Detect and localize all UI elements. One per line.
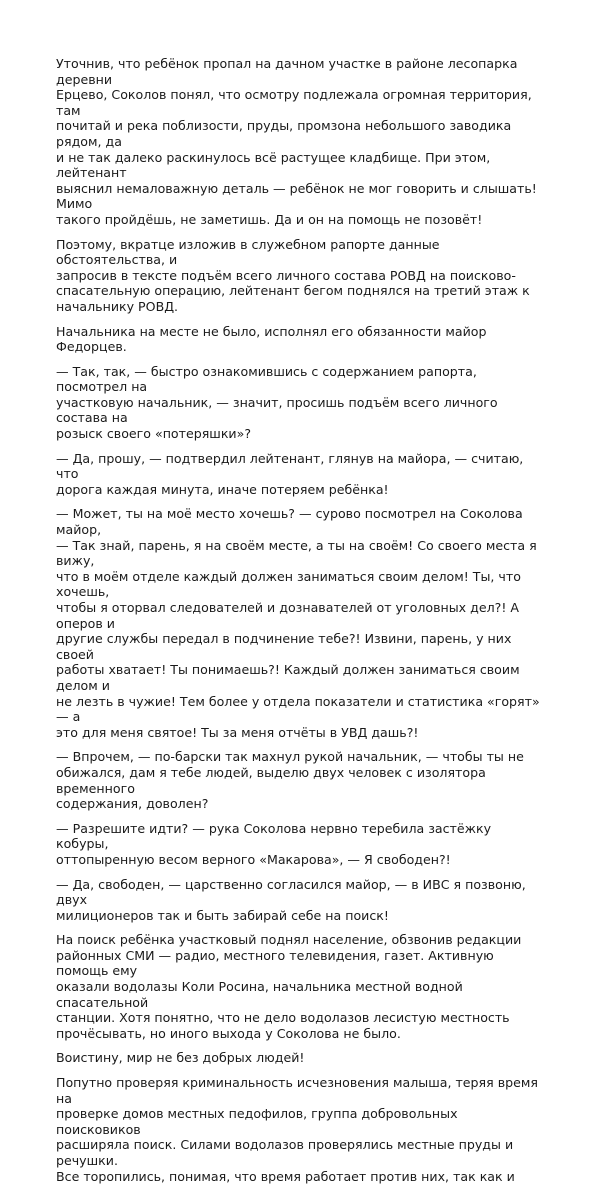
paragraph: — Да, свободен, — царственно согласился майор, — в ИВС я позвоню, двух милиционеров так и быть забирай себе на поиск! — [56, 876, 526, 923]
paragraph: Начальника на месте не было, исполнял его обязанности майор Федорцев. — [56, 323, 487, 355]
paragraph: Воистину, мир не без добрых людей! — [56, 1050, 305, 1066]
paragraph: — Впрочем, — по-барски так махнул рукой начальник, — чтобы ты не обижался, дам я тебе людей, выделю двух человек с изолятора временного содержания, доволен? — [56, 749, 524, 812]
paragraph: Попутно проверяя криминальность исчезновения малыша, теряя время на проверке домов местных педофилов, группа добровольных поисковиков расширяла поиск. Силами водолазов проверялись местные пруды и речушки. Все торопились, понимая, что время работает против них, так как и — [56, 1075, 538, 1184]
paragraph: — Так, так, — быстро ознакомившись с содержанием рапорта, посмотрел на участковую начальник, — значит, просишь подъём всего личного состава на розыск своего «потеряшки»? — [56, 363, 498, 442]
paragraph: Уточнив, что ребёнок пропал на дачном участке в районе лесопарка деревни Ерцево, Соколов понял, что осмотру подлежала огромная территория, там почитай и река поблизости, пруды, промзона небольшого заводика рядом, да и не так далеко раскинулось всё растущее кладбище. При этом, лейтенант выяснил немаловажную деталь — ребёнок не мог говорить и слышать! Мимо такого пройдёшь, не заметишь. Да и он на помощь не позовёт! — [56, 56, 537, 227]
paragraph: — Да, прошу, — подтвердил лейтенант, глянув на майора, — считаю, что дорога каждая минута, иначе потеряем ребёнка! — [56, 450, 524, 497]
paragraph: — Разрешите идти? — рука Соколова нервно теребила застёжку кобуры, оттопыренную весом верного «Макарова», — Я свободен?! — [56, 820, 492, 867]
paragraph: Поэтому, вкратце изложив в служебном рапорте данные обстоятельства, и запросив в тексте подъём всего личного состава РОВД на поисково- спасательную операцию, лейтенант бегом поднялся на третий этаж к начальнику РОВД. — [56, 236, 530, 314]
document-page — [56, 56, 546, 1193]
paragraph: На поиск ребёнка участковый поднял население, обзвонив редакции районных СМИ — радио, местного телевидения, газет. Активную помощь ему оказали водолазы Коли Росина, начальника местной водной спасательной станции. Хотя понятно, что не дело водолазов лесистую местность прочёсывать, но иного выхода у Соколова не было. — [56, 932, 522, 1041]
paragraph: — Может, ты на моё место хочешь? — сурово посмотрел на Соколова майор, — Так знай, парень, я на своём месте, а ты на своём! Со своего места я вижу, что в моём отделе каждый должен заниматься своим делом! Ты, что хочешь, чтобы я оторвал следователей и дознавателей от уголовных дел?! А оперов и другие службы передал в подчинение тебе?! Извини, парень, у них своей работы хватает! Ты понимаешь?! Каждый должен заниматься своим делом и не лезть в чужие! Тем более у отдела показатели и статистика «горят» — а это для меня святое! Ты за меня отчёты в УВД дашь?! — [56, 506, 540, 740]
